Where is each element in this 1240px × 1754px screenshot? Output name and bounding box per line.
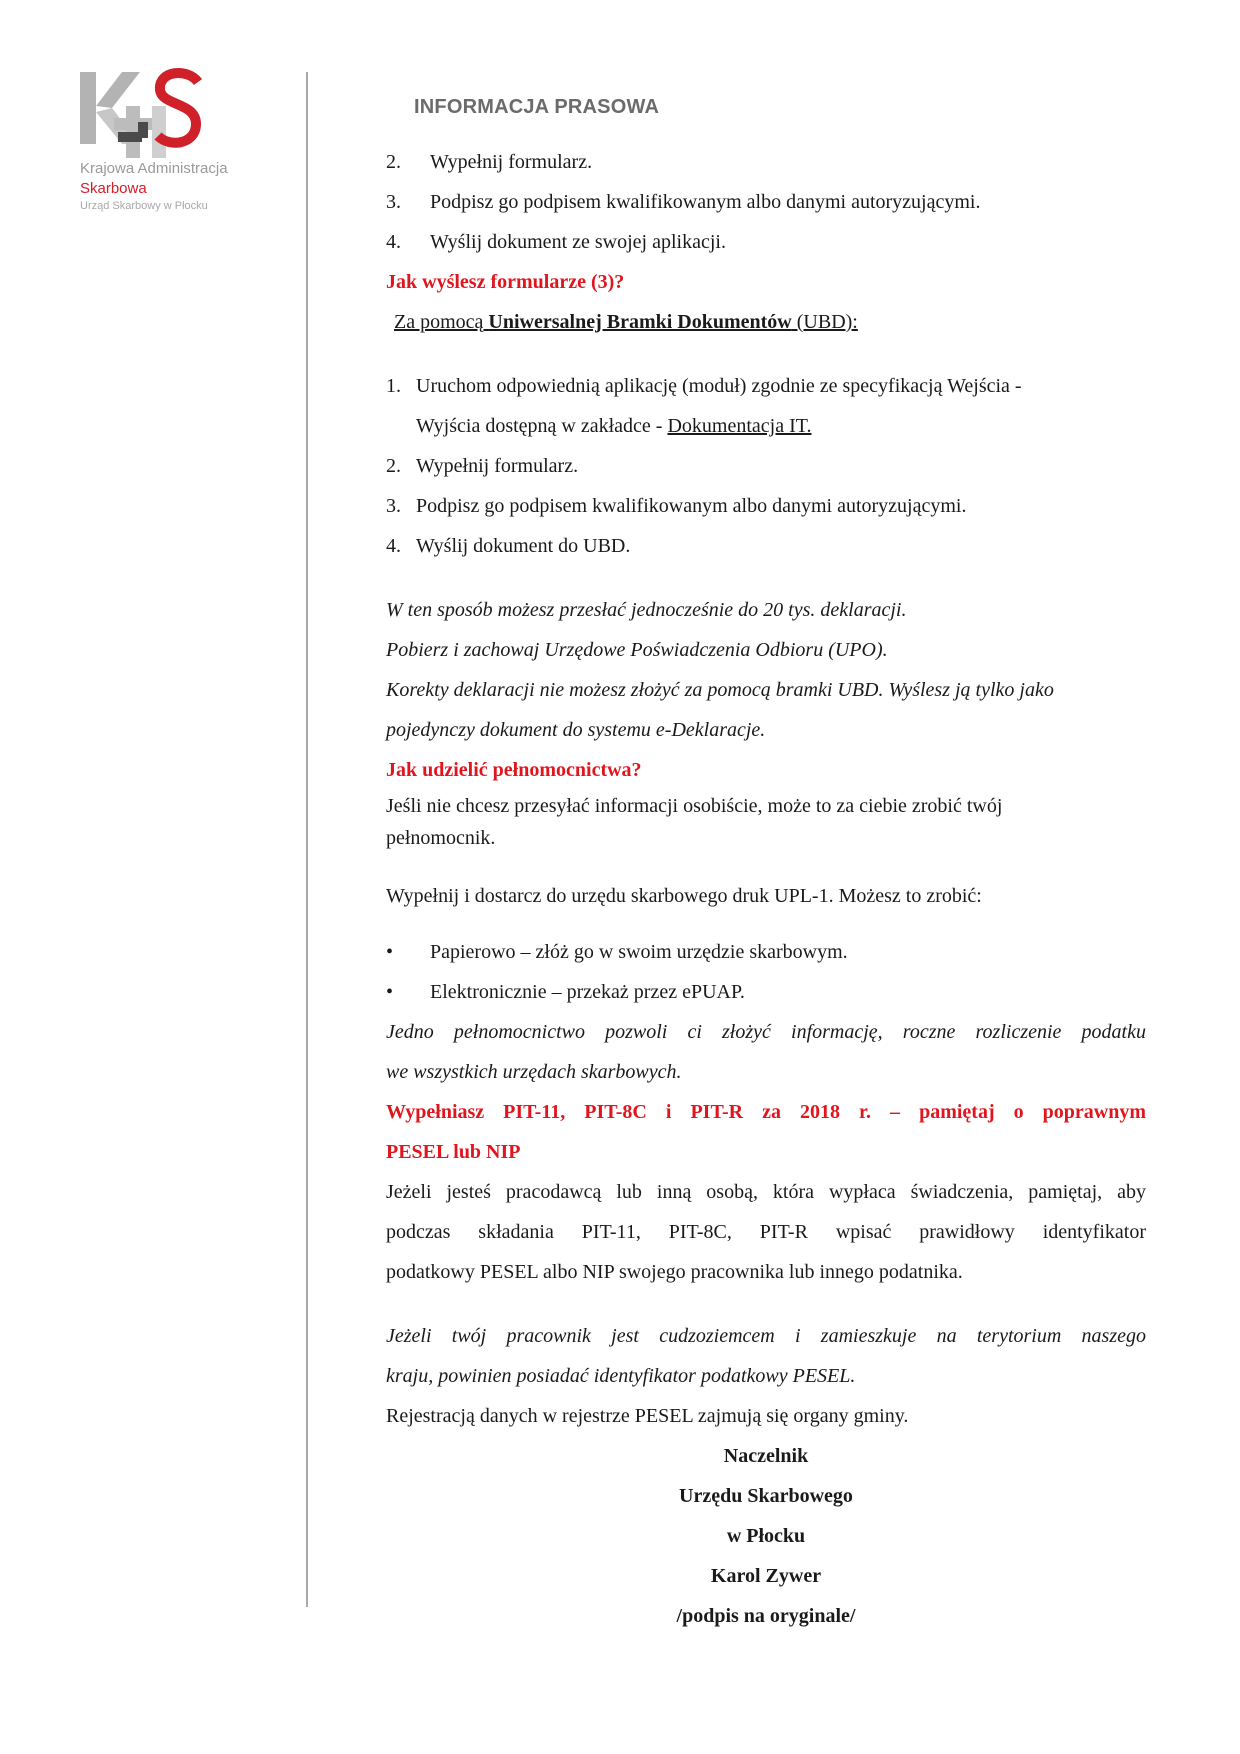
section-heading: Wypełniasz PIT-11, PIT-8C i PIT-R za 2018 r. – pamiętaj o poprawnym (386, 1101, 1146, 1123)
list-number: 4. (386, 231, 401, 253)
note-line: pojedynczy dokument do systemu e-Deklaracje. (386, 719, 766, 741)
list-number: 3. (386, 495, 401, 517)
list-text: Wypełnij formularz. (430, 151, 593, 173)
section-heading-continuation: PESEL lub NIP (386, 1141, 521, 1163)
bullet-icon: • (386, 981, 394, 1003)
ubd-intro-bold: Uniwersalnej Bramki Dokumentów (488, 311, 792, 333)
kas-logo (78, 66, 268, 216)
note-line: W ten sposób możesz przesłać jednocześnie do 20 tys. deklaracji. (386, 599, 907, 621)
logo-text-urzad: Urząd Skarbowy w Płocku (80, 200, 208, 212)
paragraph-line: Jeśli nie chcesz przesyłać informacji osobiście, może to za ciebie zrobić twój (386, 795, 1003, 817)
ubd-intro-post: (UBD): (791, 311, 858, 333)
signature-office: Urzędu Skarbowego (679, 1485, 853, 1507)
note-line: Jeżeli twój pracownik jest cudzoziemcem i zamieszkuje na terytorium naszego (386, 1325, 1146, 1347)
dokumentacja-it-link[interactable]: Dokumentacja IT. (667, 415, 812, 437)
list-text: Wyślij dokument do UBD. (416, 535, 631, 557)
bullet-text: Papierowo – złóż go w swoim urzędzie skarbowym. (430, 941, 848, 963)
note-line: Korekty deklaracji nie możesz złożyć za pomocą bramki UBD. Wyślesz ją tylko jako (386, 679, 1054, 701)
note-line: Jedno pełnomocnictwo pozwoli ci złożyć informację, roczne rozliczenie podatku (386, 1021, 1146, 1043)
list-number: 3. (386, 191, 401, 213)
ubd-intro-pre: Za pomocą (394, 311, 489, 333)
document-header: INFORMACJA PRASOWA (414, 96, 660, 118)
bullet-text: Elektronicznie – przekaż przez ePUAP. (430, 981, 745, 1003)
signature-note: /podpis na oryginale/ (676, 1605, 856, 1627)
vertical-divider (306, 72, 308, 1607)
list-number: 1. (386, 375, 401, 397)
list-number: 4. (386, 535, 401, 557)
logo-text-krajowa: Krajowa Administracja (80, 160, 228, 177)
signature-name: Karol Zywer (710, 1565, 822, 1587)
list-text: Podpisz go podpisem kwalifikowanym albo danymi autoryzującymi. (430, 191, 981, 213)
kas-logo-mark (78, 66, 208, 158)
signature-city: w Płocku (726, 1525, 806, 1547)
note-line: we wszystkich urzędach skarbowych. (386, 1061, 682, 1083)
list-number: 2. (386, 151, 401, 173)
paragraph-line: Jeżeli jesteś pracodawcą lub inną osobą, która wypłaca świadczenia, pamiętaj, aby (386, 1181, 1146, 1203)
list-text: Uruchom odpowiednią aplikację (moduł) zgodnie ze specyfikacją Wejścia - (416, 375, 1022, 397)
ubd-intro (394, 302, 1154, 342)
section-heading: Jak udzielić pełnomocnictwa? (386, 759, 642, 781)
paragraph-line: podatkowy PESEL albo NIP swojego pracownika lub innego podatnika. (386, 1261, 963, 1283)
paragraph-line: podczas składania PIT-11, PIT-8C, PIT-R wpisać prawidłowy identyfikator (386, 1221, 1146, 1243)
note-line: Pobierz i zachowaj Urzędowe Poświadczenia Odbioru (UPO). (386, 639, 888, 661)
list-number: 2. (386, 455, 401, 477)
logo-text-skarbowa: Skarbowa (80, 180, 147, 197)
paragraph-line: Rejestracją danych w rejestrze PESEL zajmują się organy gminy. (386, 1405, 909, 1427)
paragraph-line: pełnomocnik. (386, 827, 496, 849)
note-line: kraju, powinien posiadać identyfikator podatkowy PESEL. (386, 1365, 856, 1387)
section-heading: Jak wyślesz formularze (3)? (386, 271, 625, 293)
list-text: Podpisz go podpisem kwalifikowanym albo danymi autoryzującymi. (416, 495, 967, 517)
list-text: Wypełnij formularz. (416, 455, 579, 477)
signature-title: Naczelnik (723, 1445, 809, 1467)
paragraph-line: Wypełnij i dostarcz do urzędu skarbowego druk UPL-1. Możesz to zrobić: (386, 885, 982, 907)
list-text: Wyjścia dostępną w zakładce - (416, 415, 668, 437)
bullet-icon: • (386, 941, 394, 963)
list-text: Wyślij dokument ze swojej aplikacji. (430, 231, 726, 253)
